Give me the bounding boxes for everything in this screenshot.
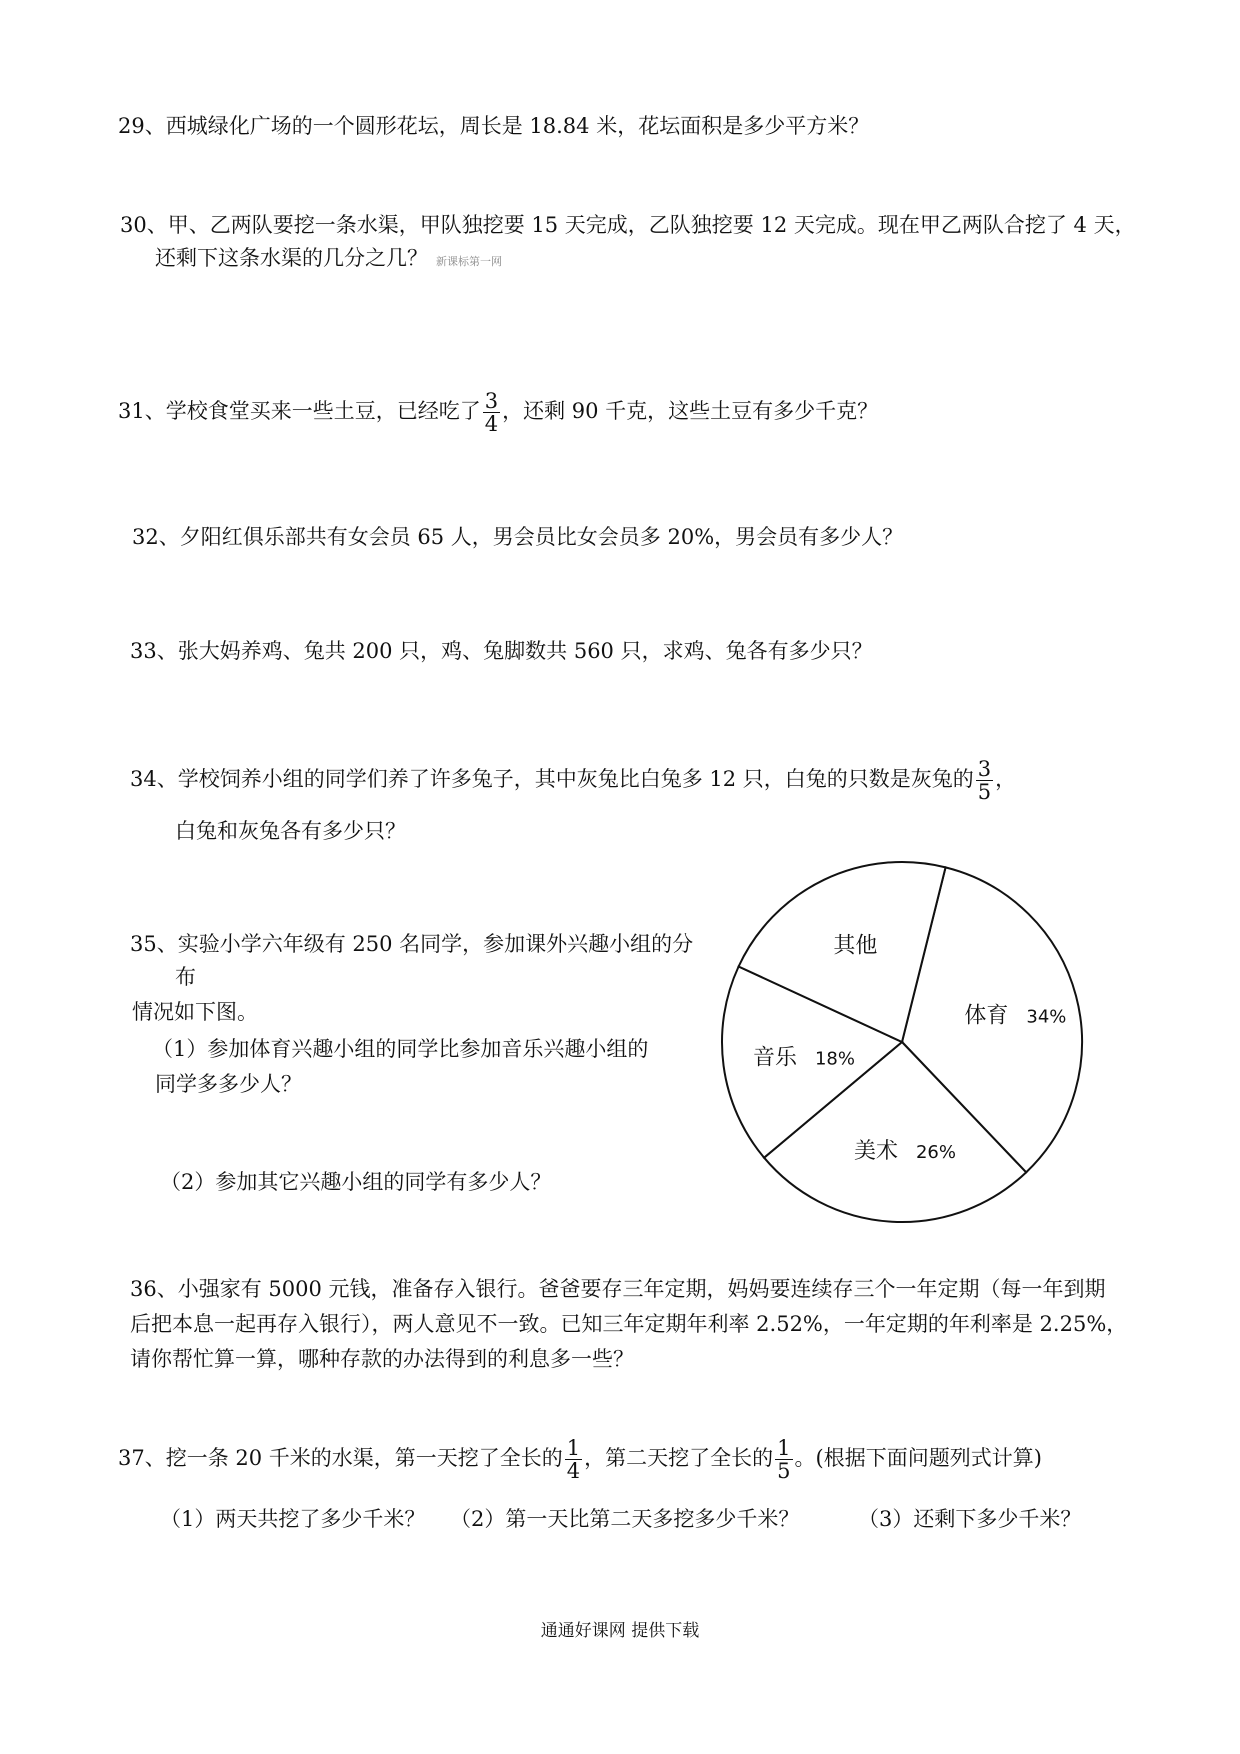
fraction-numerator: 1 (777, 1436, 791, 1460)
question-37-line1 (118, 1437, 1042, 1482)
fraction-numerator: 3 (977, 757, 992, 781)
question-34-text-after: ， (995, 767, 1017, 791)
question-31-text-after: ，还剩 90 千克，这些土豆有多少千克？ (502, 399, 879, 423)
question-37-part1: 37、挖一条 20 千米的水渠，第一天挖了全长的 (118, 1446, 563, 1470)
question-35-line2: 布 (175, 965, 196, 989)
pie-label-2: 音乐 (752, 1045, 797, 1071)
question-30-text: 还剩下这条水渠的几分之几？ (155, 246, 428, 270)
question-34-text-before: 34、学校饲养小组的同学们养了许多兔子，其中灰兔比白兔多 12 只，白兔的只数是灰兔的 (130, 767, 974, 791)
fraction-numerator: 1 (566, 1436, 581, 1460)
pie-slices (722, 862, 1082, 1222)
fraction-3-5 (976, 758, 993, 803)
pie-label-1: 美术 (853, 1138, 898, 1164)
question-37-sub1: （1）两天共挖了多少千米？ (160, 1507, 426, 1531)
question-37-sub2: （2）第一天比第二天多挖多少千米？ (450, 1507, 800, 1531)
fraction-numerator: 3 (484, 389, 499, 413)
question-35-sub2: （2）参加其它兴趣小组的同学有多少人？ (160, 1170, 552, 1194)
fraction-1-5 (775, 1437, 792, 1482)
pie-value-1: 26% (915, 1141, 956, 1163)
watermark: 新课标第一网 (436, 255, 502, 268)
question-30-line2 (155, 244, 502, 276)
fraction-3-4 (483, 390, 500, 435)
question-36-line1: 36、小强家有 5000 元钱，准备存入银行。爸爸要存三年定期，妈妈要连续存三个一年定期（每一年到期 (130, 1277, 1106, 1301)
question-36-line3: 请你帮忙算一算，哪种存款的办法得到的利息多一些？ (130, 1347, 634, 1371)
question-36-line2: 后把本息一起再存入银行），两人意见不一致。已知三年定期年利率 2.52%，一年定期的年利率是 2.25%， (130, 1312, 1128, 1336)
question-34-line1 (130, 758, 1016, 803)
pie-value-0: 34% (1026, 1006, 1067, 1028)
fraction-denominator: 5 (977, 780, 992, 804)
pie-chart (715, 850, 1090, 1235)
question-37-part2: ，第二天挖了全长的 (584, 1446, 774, 1470)
question-31 (118, 390, 878, 435)
question-37-sub3: （3）还剩下多少千米？ (858, 1507, 1082, 1531)
question-31-text-before: 31、学校食堂买来一些土豆，已经吃了 (118, 399, 481, 423)
fraction-denominator: 4 (566, 1459, 581, 1483)
question-29: 29、西城绿化广场的一个圆形花坛，周长是 18.84 米，花坛面积是多少平方米？ (118, 114, 870, 138)
fraction-1-4 (565, 1437, 582, 1482)
fraction-denominator: 4 (484, 412, 499, 436)
fraction-denominator: 5 (777, 1459, 791, 1483)
pie-label-0: 体育 (964, 1003, 1009, 1029)
pie-value-2: 18% (814, 1048, 855, 1070)
question-30-line1: 30、甲、乙两队要挖一条水渠，甲队独挖要 15 天完成，乙队独挖要 12 天完成。现在甲乙两队合挖了 4 天， (120, 213, 1136, 237)
question-37-part3: 。(根据下面问题列式计算) (794, 1446, 1042, 1470)
pie-label-3: 其他 (833, 933, 878, 959)
question-32: 32、夕阳红俱乐部共有女会员 65 人，男会员比女会员多 20%，男会员有多少人？ (132, 525, 904, 549)
question-35-sub1-line2: 同学多多少人？ (155, 1072, 302, 1096)
question-35-line1: 35、实验小学六年级有 250 名同学，参加课外兴趣小组的分 (130, 932, 694, 956)
question-33: 33、张大妈养鸡、兔共 200 只，鸡、兔脚数共 560 只，求鸡、兔各有多少只？ (130, 639, 873, 663)
question-35-sub1-line1: （1）参加体育兴趣小组的同学比参加音乐兴趣小组的 (152, 1037, 649, 1061)
question-35-line3: 情况如下图。 (132, 1000, 258, 1024)
page-footer: 通通好课网 提供下载 (540, 1621, 700, 1641)
question-34-line2: 白兔和灰兔各有多少只？ (175, 819, 406, 843)
